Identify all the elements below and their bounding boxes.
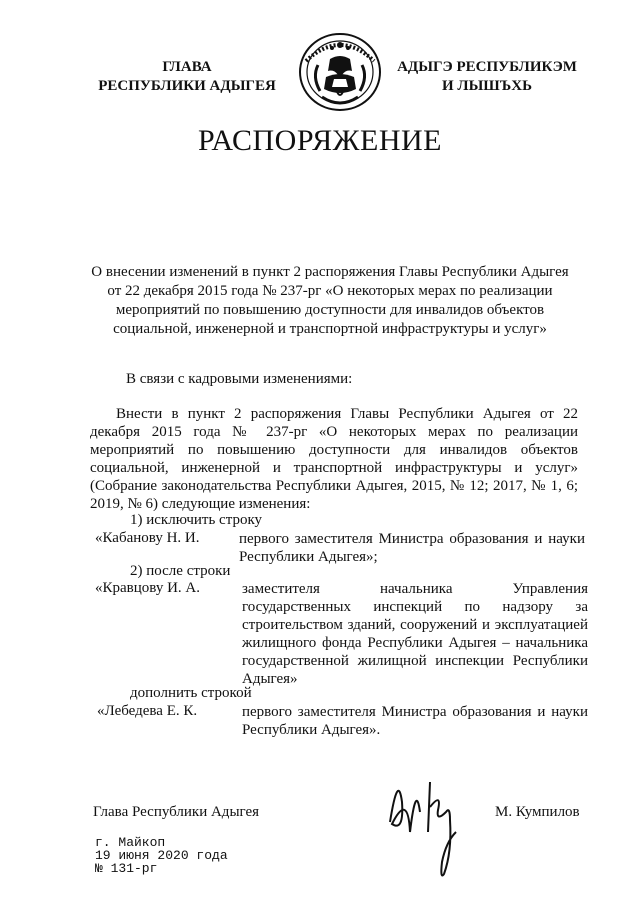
position-line: строительством зданий, сооружений и эксплуатацией (242, 617, 588, 633)
intro-paragraph: В связи с кадровыми изменениями: (126, 371, 353, 387)
subject-line: О внесении изменений в пункт 2 распоряжения Главы Республики Адыгея (91, 264, 569, 280)
subject-line: социальной, инженерной и транспортной инфраструктуры и услуг» (113, 321, 547, 337)
position-line: государственной жилищной инспекции Республики (242, 653, 588, 669)
footer-city: г. Майкоп (95, 835, 166, 850)
signatory-name: М. Кумпилов (495, 804, 580, 820)
header-right-line: АДЫГЭ РЕСПУБЛИКЭМ (397, 59, 577, 75)
header-right-line: И ЛЫШЪХЬ (441, 78, 533, 94)
item-1-position (239, 530, 585, 566)
signatory-position: Глава Республики Адыгея (93, 804, 260, 820)
position-line: Республики Адыгея». (242, 722, 381, 738)
item-1-person-name: «Кабанову Н. И. (95, 530, 200, 546)
paragraph-line: Внести в пункт 2 распоряжения Главы Республики Адыгея от 22 (116, 406, 578, 422)
item-2-label: 2) после строки (130, 563, 231, 579)
paragraph-line: социальной, инженерной и транспортной инфраструктуры и услуг» (90, 460, 578, 476)
subject-line: от 22 декабря 2015 года № 237-рг «О некоторых мерах по реализации (107, 283, 553, 299)
coat-of-arms-icon (296, 31, 384, 113)
position-line: государственных инспекций по надзору за (242, 599, 588, 615)
header-right (392, 58, 582, 96)
handwritten-signature (380, 762, 480, 882)
paragraph-line: (Собрание законодательства Республики Адыгея, 2015, № 12; 2017, № 1, 6; (90, 478, 578, 494)
header-left-line: ГЛАВА (162, 59, 212, 75)
position-line: Республики Адыгея»; (239, 549, 378, 565)
item-1-label: 1) исключить строку (130, 512, 263, 528)
header-left (92, 58, 282, 96)
subject-line: мероприятий по повышению доступности для инвалидов объектов (115, 302, 545, 318)
paragraph-line: декабря 2015 года № 237-рг «О некоторых мерах по реализации (90, 424, 578, 440)
header-left-line: РЕСПУБЛИКИ АДЫГЕЯ (98, 78, 276, 94)
item-2-add-label: дополнить строкой (130, 685, 252, 701)
footer-number: № 131-рг (95, 861, 158, 876)
paragraph-line: 2019, № 6) следующие изменения: (90, 496, 311, 512)
position-line: первого заместителя Министра образования и науки (242, 704, 588, 720)
position-line: первого заместителя Министра образования и науки (239, 531, 585, 547)
item-2-add-person-name: «Лебедева Е. К. (97, 703, 198, 719)
document-footer (95, 836, 228, 875)
position-line: заместителя начальника Управления (242, 581, 588, 597)
document-title: РАСПОРЯЖЕНИЕ (197, 124, 443, 157)
footer-date: 19 июня 2020 года (95, 848, 228, 863)
main-paragraph (90, 405, 578, 513)
item-2-add-position (242, 703, 588, 739)
position-line: жилищного фонда Республики Адыгея – начальника (242, 635, 588, 651)
position-line: Адыгея» (242, 671, 298, 687)
item-2-person-name: «Кравцову И. А. (95, 580, 201, 596)
paragraph-line: мероприятий по повышению доступности для инвалидов объектов (90, 442, 578, 458)
document-subject (80, 263, 580, 339)
item-2-position (242, 580, 588, 688)
